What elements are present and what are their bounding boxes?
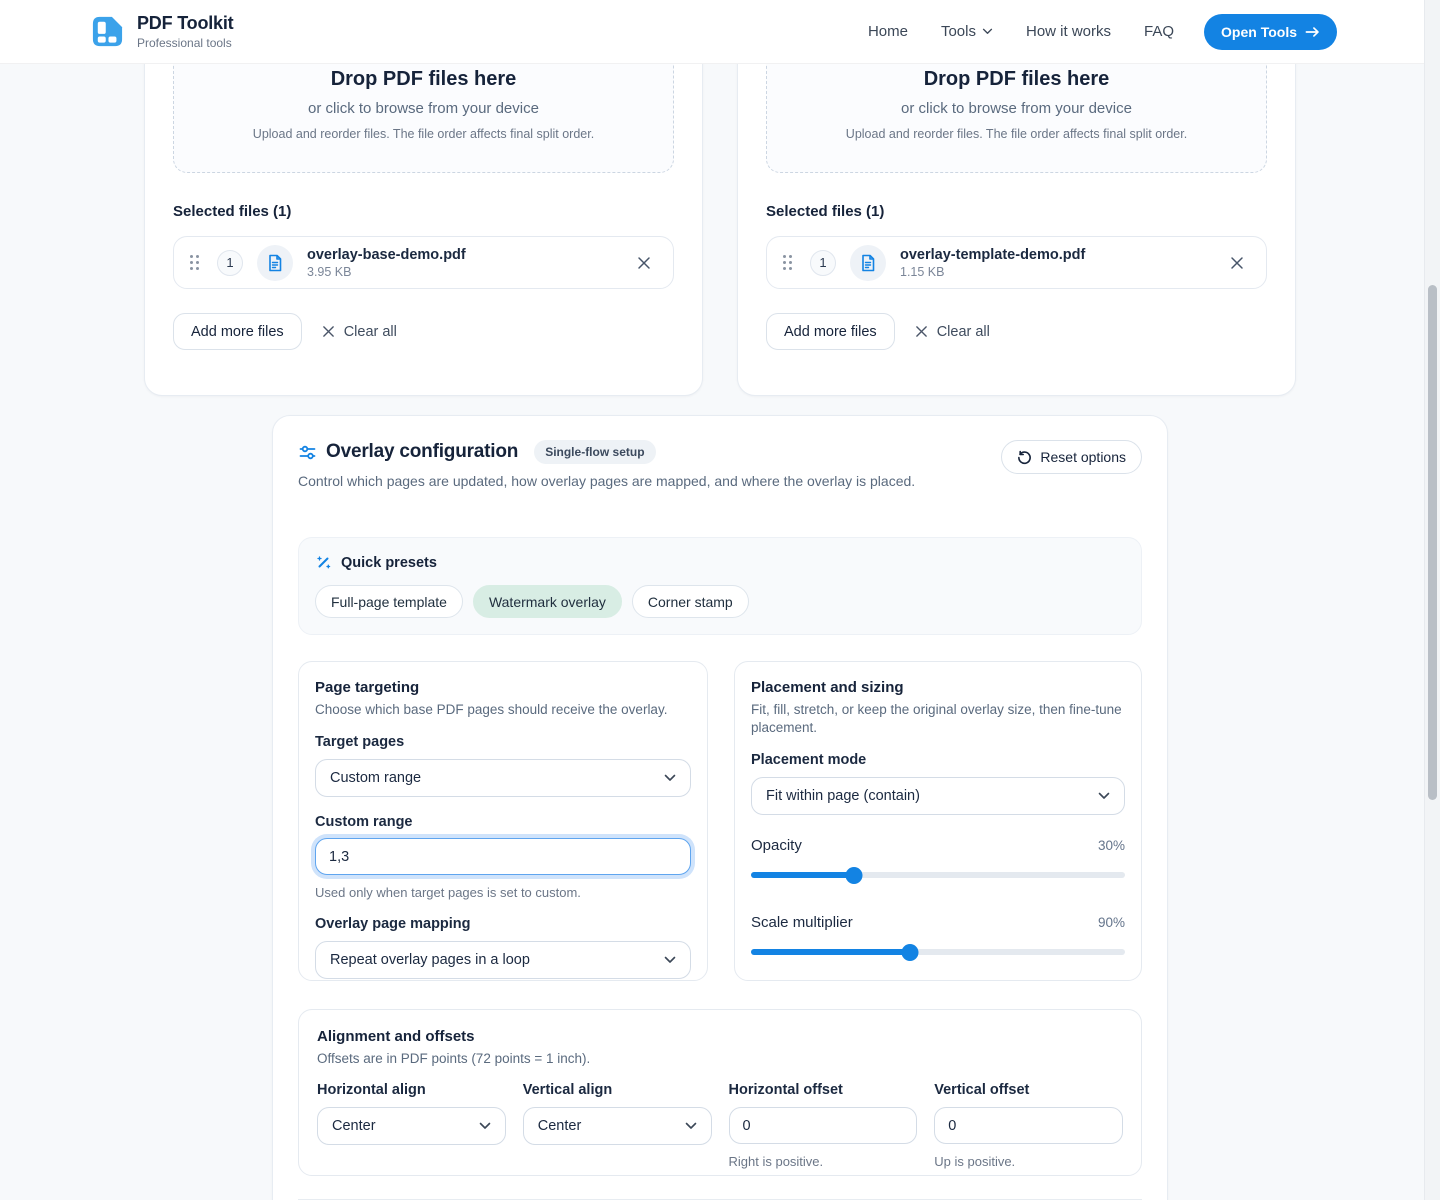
actions-row bbox=[766, 313, 1267, 350]
vertical-align-value: Center bbox=[537, 1118, 582, 1135]
vertical-align-label: Vertical align bbox=[522, 1082, 613, 1099]
nav-faq[interactable] bbox=[1144, 23, 1174, 40]
pdf-logo-icon bbox=[90, 14, 125, 49]
nav-tools-label: Tools bbox=[940, 23, 976, 40]
brand-tagline: Professional tools bbox=[137, 36, 232, 50]
add-more-files-button[interactable]: Add more files bbox=[173, 313, 302, 350]
overlay-page-mapping-label: Overlay page mapping bbox=[315, 916, 471, 933]
placement-description: Fit, fill, stretch, or keep the original overlay size, then fine-tune placement. bbox=[751, 702, 1122, 736]
vertical-align-select[interactable] bbox=[523, 1107, 712, 1145]
dropzone-title: Drop PDF files here bbox=[923, 68, 1110, 90]
drag-handle-icon[interactable] bbox=[190, 255, 199, 270]
nav-how-it-works-label: How it works bbox=[1026, 23, 1112, 40]
arrow-right-icon bbox=[1305, 26, 1320, 38]
sliders-icon bbox=[298, 443, 317, 462]
overlay-configuration-card bbox=[272, 415, 1168, 1200]
file-icon bbox=[257, 245, 293, 281]
config-badge: Single-flow setup bbox=[534, 440, 655, 464]
brand[interactable] bbox=[90, 13, 233, 50]
alignment-title: Alignment and offsets bbox=[317, 1028, 475, 1045]
chevron-down-icon bbox=[982, 28, 993, 35]
placement-mode-value: Fit within page (contain) bbox=[766, 788, 920, 805]
add-more-files-button[interactable]: Add more files bbox=[766, 313, 895, 350]
dropzone-title: Drop PDF files here bbox=[330, 68, 517, 90]
placement-mode-label: Placement mode bbox=[751, 752, 867, 769]
nav-how-it-works[interactable] bbox=[1026, 23, 1111, 40]
horizontal-offset-label: Horizontal offset bbox=[728, 1082, 843, 1099]
page-scrollbar-thumb[interactable] bbox=[1428, 285, 1437, 800]
alignment-description: Offsets are in PDF points (72 points = 1 inch). bbox=[317, 1051, 591, 1066]
opacity-value: 30% bbox=[1097, 838, 1125, 854]
file-meta bbox=[307, 247, 466, 279]
opacity-slider-thumb[interactable] bbox=[845, 867, 862, 884]
nav-faq-label: FAQ bbox=[1144, 23, 1175, 40]
file-order-badge: 1 bbox=[810, 250, 836, 276]
chevron-down-icon bbox=[479, 1122, 491, 1130]
file-name: overlay-base-demo.pdf bbox=[307, 246, 466, 263]
alignment-panel bbox=[298, 1009, 1142, 1176]
app-header bbox=[0, 0, 1440, 64]
placement-title: Placement and sizing bbox=[751, 679, 904, 696]
nav-home-label: Home bbox=[867, 23, 908, 40]
selected-files-label: Selected files (1) bbox=[173, 203, 292, 220]
actions-row bbox=[173, 313, 674, 350]
nav-home[interactable] bbox=[868, 23, 908, 40]
brand-name: PDF Toolkit bbox=[137, 13, 234, 33]
preset-options bbox=[315, 585, 1125, 618]
target-pages-value: Custom range bbox=[330, 770, 422, 787]
page-targeting-panel bbox=[298, 661, 708, 981]
config-title: Overlay configuration bbox=[326, 441, 519, 462]
scale-multiplier-label: Scale multiplier bbox=[751, 914, 853, 932]
close-icon bbox=[637, 256, 651, 270]
close-icon bbox=[322, 325, 335, 338]
file-remove-button[interactable] bbox=[1226, 252, 1248, 274]
file-size: 1.15 KB bbox=[900, 264, 945, 279]
clear-all-button[interactable] bbox=[915, 324, 990, 340]
dropzone-hint: Upload and reorder files. The file order affects final split order. bbox=[845, 127, 1188, 141]
horizontal-align-label: Horizontal align bbox=[317, 1082, 426, 1099]
drag-handle-icon[interactable] bbox=[783, 255, 792, 270]
config-header bbox=[298, 440, 1142, 489]
horizontal-offset-helper: Right is positive. bbox=[728, 1154, 824, 1170]
reset-options-button[interactable] bbox=[1001, 440, 1142, 474]
file-name: overlay-template-demo.pdf bbox=[900, 246, 1086, 263]
scale-multiplier-value: 90% bbox=[1097, 915, 1125, 931]
reset-icon bbox=[1017, 450, 1032, 465]
scale-multiplier-slider-thumb[interactable] bbox=[901, 944, 918, 961]
file-row bbox=[766, 236, 1267, 289]
page-targeting-description: Choose which base PDF pages should receive the overlay. bbox=[315, 702, 668, 717]
file-icon bbox=[850, 245, 886, 281]
close-icon bbox=[915, 325, 928, 338]
opacity-slider[interactable] bbox=[751, 866, 1125, 884]
scale-multiplier-slider[interactable] bbox=[751, 943, 1125, 961]
quick-presets-panel bbox=[298, 537, 1142, 635]
overlay-page-mapping-value: Repeat overlay pages in a loop bbox=[330, 952, 530, 969]
chevron-down-icon bbox=[685, 1122, 697, 1130]
chevron-down-icon bbox=[664, 774, 676, 782]
selected-files-label: Selected files (1) bbox=[766, 203, 885, 220]
vertical-offset-input[interactable] bbox=[934, 1107, 1123, 1144]
file-order-badge: 1 bbox=[217, 250, 243, 276]
page-scrollbar-track[interactable] bbox=[1424, 0, 1440, 1200]
target-pages-label: Target pages bbox=[315, 734, 405, 751]
preset-full-page-template[interactable]: Full-page template bbox=[315, 585, 463, 618]
opacity-label: Opacity bbox=[751, 837, 802, 855]
file-meta bbox=[900, 247, 1085, 279]
vertical-offset-helper: Up is positive. bbox=[934, 1154, 1016, 1170]
config-description: Control which pages are updated, how overlay pages are mapped, and where the overlay is placed. bbox=[298, 473, 916, 489]
horizontal-offset-input[interactable] bbox=[729, 1107, 918, 1144]
preset-corner-stamp[interactable]: Corner stamp bbox=[632, 585, 749, 618]
clear-all-label: Clear all bbox=[343, 323, 397, 340]
wand-icon bbox=[315, 554, 332, 571]
dropzone-hint: Upload and reorder files. The file order affects final split order. bbox=[252, 127, 595, 141]
dropzone-subtitle: or click to browse from your device bbox=[308, 100, 539, 117]
preset-watermark-overlay[interactable]: Watermark overlay bbox=[473, 585, 622, 618]
file-size: 3.95 KB bbox=[307, 264, 352, 279]
reset-options-label: Reset options bbox=[1040, 449, 1126, 465]
open-tools-label: Open Tools bbox=[1221, 23, 1297, 40]
main-nav bbox=[868, 23, 1174, 40]
target-pages-select[interactable] bbox=[315, 759, 691, 797]
custom-range-input[interactable] bbox=[315, 838, 691, 875]
file-remove-button[interactable] bbox=[633, 252, 655, 274]
open-tools-button[interactable] bbox=[1204, 14, 1337, 50]
close-icon bbox=[1230, 256, 1244, 270]
chevron-down-icon bbox=[664, 956, 676, 964]
overlay-page-mapping-select[interactable] bbox=[315, 941, 691, 979]
page-targeting-title: Page targeting bbox=[315, 679, 420, 696]
clear-all-label: Clear all bbox=[936, 323, 990, 340]
placement-mode-select[interactable] bbox=[751, 777, 1125, 815]
chevron-down-icon bbox=[1098, 792, 1110, 800]
vertical-offset-label: Vertical offset bbox=[934, 1082, 1030, 1099]
page-content bbox=[144, 0, 1296, 1200]
clear-all-button[interactable] bbox=[322, 324, 397, 340]
file-row bbox=[173, 236, 674, 289]
nav-tools[interactable] bbox=[941, 23, 993, 40]
horizontal-align-select[interactable] bbox=[317, 1107, 506, 1145]
dropzone-subtitle: or click to browse from your device bbox=[901, 100, 1132, 117]
custom-range-label: Custom range bbox=[315, 814, 413, 831]
placement-panel bbox=[734, 661, 1142, 981]
horizontal-align-value: Center bbox=[332, 1118, 376, 1135]
quick-presets-title: Quick presets bbox=[341, 554, 437, 571]
custom-range-helper: Used only when target pages is set to custom. bbox=[315, 885, 581, 901]
